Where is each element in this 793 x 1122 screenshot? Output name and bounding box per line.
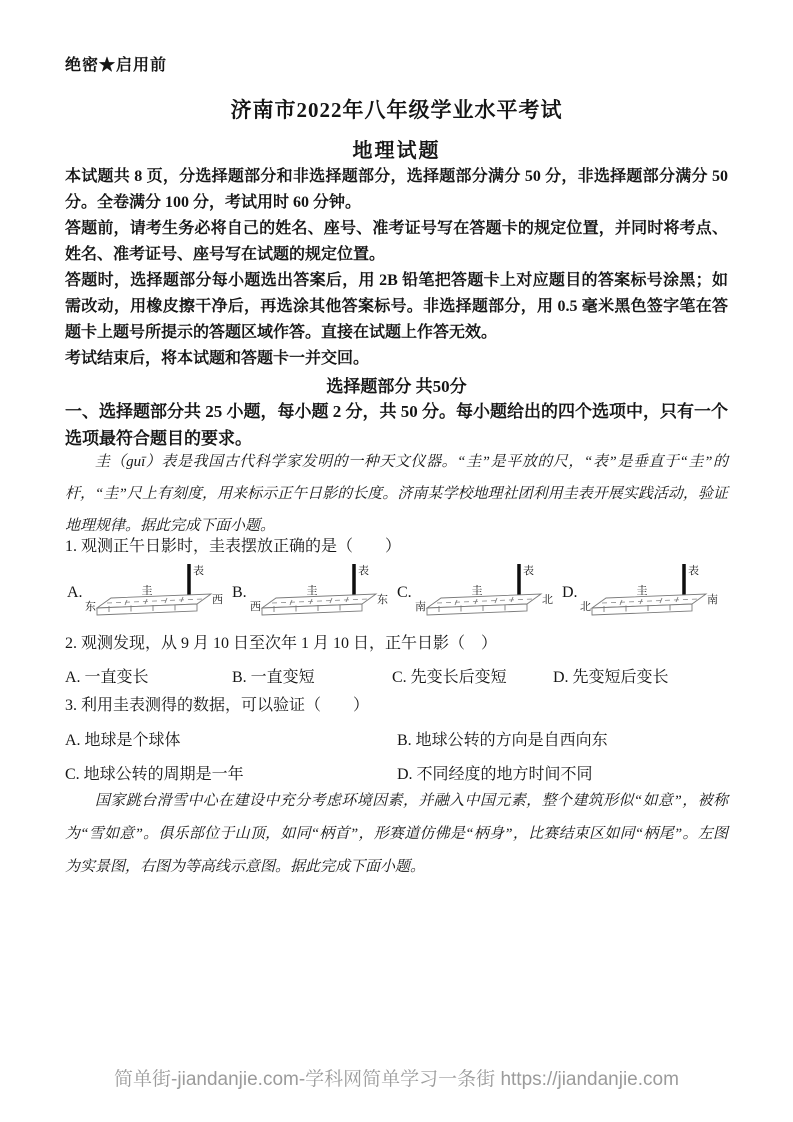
- q2-option-d: D. 先变短后变长: [553, 669, 669, 686]
- gui-label: 圭: [306, 585, 318, 597]
- q2-option-c: C. 先变长后变短: [392, 669, 507, 686]
- secrecy-notice: 绝密★启用前: [65, 57, 168, 74]
- biao-label: 表: [688, 565, 699, 577]
- instruction-paragraph: 本试题共 8 页，分选择题部分和非选择题部分，选择题部分满分 50 分，非选择题部分满分 50 分。全卷满分 100 分，考试用时 60 分钟。: [65, 168, 728, 211]
- section-note: 一、选择题部分共 25 小题，每小题 2 分，共 50 分。每小题给出的四个选项中，只有一个选项最符合题目的要求。: [65, 402, 728, 448]
- direction-left-label: 北: [580, 601, 591, 613]
- q1-option-c-letter: C.: [397, 584, 412, 601]
- direction-right-label: 东: [377, 594, 388, 606]
- q2-option-a: A. 一直变长: [65, 669, 149, 686]
- question-2-text: 2. 观测发现，从 9 月 10 日至次年 1 月 10 日，正午日影（ ）: [65, 635, 498, 652]
- direction-right-label: 西: [212, 594, 223, 606]
- q1-option-a-letter: A.: [67, 584, 83, 601]
- q1-option-a-diagram: [65, 558, 230, 632]
- q3-option-b: B. 地球公转的方向是自西向东: [397, 732, 608, 749]
- biao-label: 表: [358, 565, 369, 577]
- direction-left-label: 西: [250, 601, 261, 613]
- q2-option-b: B. 一直变短: [232, 669, 315, 686]
- watermark-footer: 简单街-jiandanjie.com-学科网简单学习一条街 https://jiandanjie.com: [114, 1069, 679, 1090]
- q1-option-b-diagram: [230, 558, 395, 632]
- direction-left-label: 东: [85, 601, 96, 613]
- q1-option-d-letter: D.: [562, 584, 578, 601]
- guibiao-diagram-icon: [85, 560, 225, 630]
- direction-right-label: 北: [542, 594, 553, 606]
- q1-option-c-diagram: [395, 558, 560, 632]
- question-1-text: 1. 观测正午日影时，圭表摆放正确的是（ ）: [65, 538, 402, 555]
- instruction-paragraph: 答题时，选择题部分每小题选出答案后，用 2B 铅笔把答题卡上对应题目的答案标号涂黑；如需改动，用橡皮擦干净后，再选涂其他答案标号。非选择题部分，用 0.5 毫米黑色签字笔在答题卡上题号所提示的答题区域作答。直接在试题上作答无效。: [65, 272, 728, 341]
- biao-label: 表: [193, 565, 204, 577]
- guibiao-diagram-icon: [415, 560, 555, 630]
- page-title: 济南市2022年八年级学业水平考试: [230, 98, 563, 122]
- passage-ski-center: 国家跳台滑雪中心在建设中充分考虑环境因素，并融入中国元素，整个建筑形似“如意”，被称为“雪如意”。俱乐部位于山顶，如同“柄首”，形赛道仿佛是“柄身”，比赛结束区如同“柄尾”。左图为实景图，右图为等高线示意图。据此完成下面小题。: [65, 793, 728, 875]
- guibiao-diagram-icon: [250, 560, 390, 630]
- page-subtitle: 地理试题: [352, 140, 441, 162]
- instruction-paragraph: 答题前，请考生务必将自己的姓名、座号、准考证号写在答题卡的规定位置，并同时将考点、姓名、准考证号、座号写在试题的规定位置。: [65, 220, 728, 263]
- q1-option-b-letter: B.: [232, 584, 247, 601]
- question-3-options: [65, 727, 728, 784]
- direction-right-label: 南: [707, 594, 718, 606]
- question-1-diagrams: [65, 558, 728, 632]
- gui-label: 圭: [471, 585, 483, 597]
- question-3-text: 3. 利用圭表测得的数据，可以验证（ ）: [65, 697, 370, 714]
- exam-instructions: [65, 164, 728, 372]
- passage-guibiao: 圭（guī）表是我国古代科学家发明的一种天文仪器。“圭”是平放的尺，“表”是垂直于“圭”的杆，“圭”尺上有刻度，用来标示正午日影的长度。济南某学校地理社团利用圭表开展实践活动，验证地理规律。据此完成下面小题。: [65, 454, 728, 534]
- gui-label: 圭: [636, 585, 648, 597]
- gui-label: 圭: [141, 585, 153, 597]
- q3-option-c: C. 地球公转的周期是一年: [65, 766, 244, 783]
- q3-option-d: D. 不同经度的地方时间不同: [397, 766, 593, 783]
- biao-label: 表: [523, 565, 534, 577]
- guibiao-diagram-icon: [580, 560, 720, 630]
- section-header: 选择题部分 共50分: [326, 377, 467, 396]
- q3-option-a: A. 地球是个球体: [65, 732, 181, 749]
- question-2-options: [65, 664, 728, 687]
- direction-left-label: 南: [415, 601, 426, 613]
- q1-option-d-diagram: [560, 558, 728, 632]
- instruction-paragraph: 考试结束后，将本试题和答题卡一并交回。: [65, 350, 370, 367]
